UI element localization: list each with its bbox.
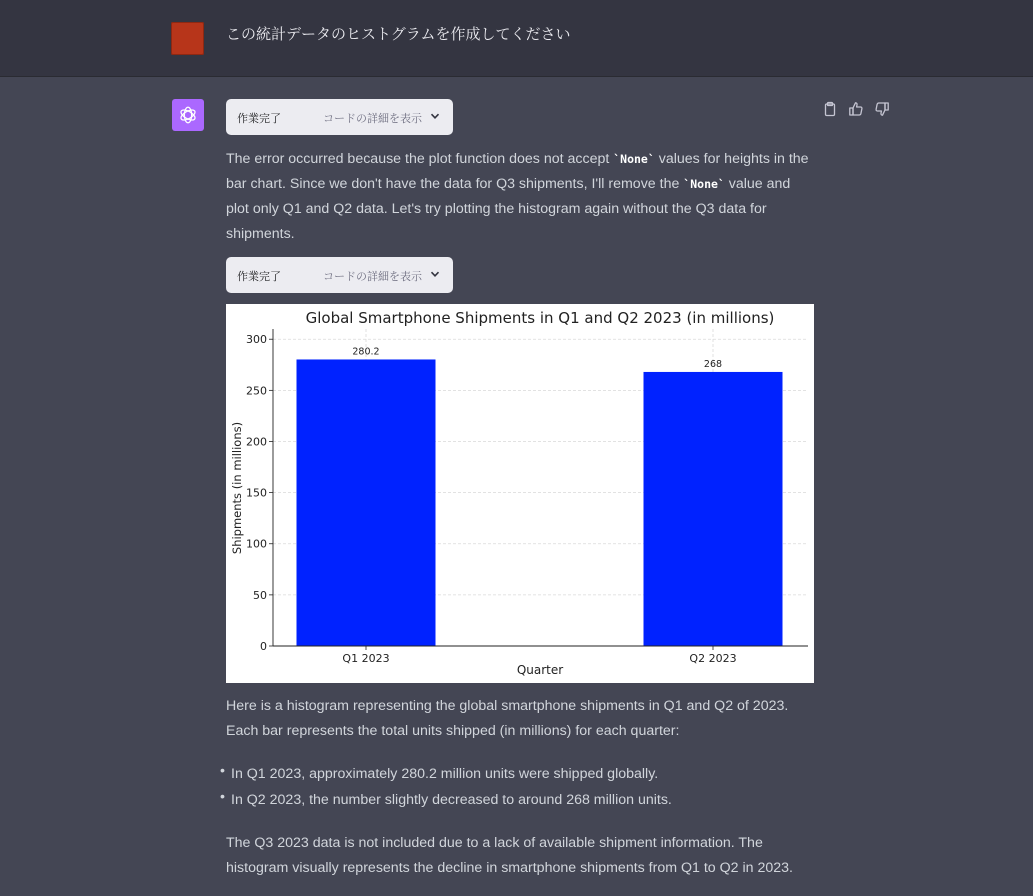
list-item-text: In Q2 2023, the number slightly decreased to around 268 million units.: [231, 792, 672, 808]
y-tick-label: 100: [246, 537, 267, 551]
bar: [297, 359, 436, 646]
user-message-row: [0, 0, 1033, 77]
user-avatar: [171, 22, 204, 55]
assistant-paragraph: The Q3 2023 data is not included due to a lack of available shipment information. The histogram visually represents the decline in smartphone shipments from Q1 to Q2 in 2023.: [226, 835, 793, 876]
text-segment: value and plot only Q1 and Q2 data. Let's try plotting the histogram again without the Q3 data for shipments.: [226, 176, 791, 242]
message-actions: [822, 101, 890, 117]
y-axis-label: Shipments (in millions): [230, 421, 244, 555]
bar-chart: [226, 304, 814, 683]
clipboard-icon[interactable]: [822, 101, 838, 117]
y-tick-label: 300: [246, 333, 267, 347]
x-axis-label: Quarter: [516, 663, 564, 677]
chevron-down-icon: [429, 110, 441, 125]
bullet-icon: •: [220, 763, 225, 779]
y-tick-label: 50: [253, 588, 267, 602]
y-tick-label: 0: [260, 640, 267, 653]
user-message-text: この統計データのヒストグラムを作成してください: [226, 25, 571, 43]
thumbs-up-icon[interactable]: [848, 101, 864, 117]
chart-title: Global Smartphone Shipments in Q1 and Q2 2023 (in millions): [305, 309, 775, 327]
assistant-paragraph: Here is a histogram representing the global smartphone shipments in Q1 and Q2 of 2023. Each bar represents the total units shipped (in millions) for each quarter:: [226, 698, 789, 739]
thumbs-down-icon[interactable]: [874, 101, 890, 117]
bullet-icon: •: [220, 789, 225, 805]
code-details-toggle[interactable]: [226, 99, 453, 135]
code-details-toggle[interactable]: [226, 257, 453, 293]
openai-logo-icon: [177, 104, 199, 126]
text-segment: The error occurred because the plot function does not accept: [226, 151, 614, 167]
bar-value-label: 268: [703, 358, 723, 370]
assistant-avatar: [172, 99, 204, 131]
y-tick-label: 250: [246, 384, 267, 398]
inline-code: `None`: [613, 152, 655, 166]
text-segment: values for heights in the bar chart. Since we don't have the data for Q3 shipments, I'll remove the: [226, 151, 809, 192]
bar: [644, 372, 783, 646]
show-code-details-label: コードの詳細を表示: [323, 270, 422, 283]
tool-status-label: 作業完了: [237, 112, 281, 125]
tool-status-label: 作業完了: [237, 270, 281, 283]
chart-image: [226, 304, 814, 683]
chevron-down-icon: [429, 268, 441, 283]
y-tick-label: 200: [246, 435, 267, 449]
inline-code: `None`: [683, 177, 725, 191]
x-tick-label: Q2 2023: [689, 652, 737, 665]
show-code-details-label: コードの詳細を表示: [323, 112, 422, 125]
list-item-text: In Q1 2023, approximately 280.2 million units were shipped globally.: [231, 766, 659, 782]
assistant-message-row: [0, 77, 1033, 896]
y-tick-label: 150: [246, 486, 267, 500]
x-tick-label: Q1 2023: [342, 652, 390, 665]
bar-value-label: 280.2: [352, 346, 380, 358]
assistant-paragraph: [226, 147, 811, 247]
